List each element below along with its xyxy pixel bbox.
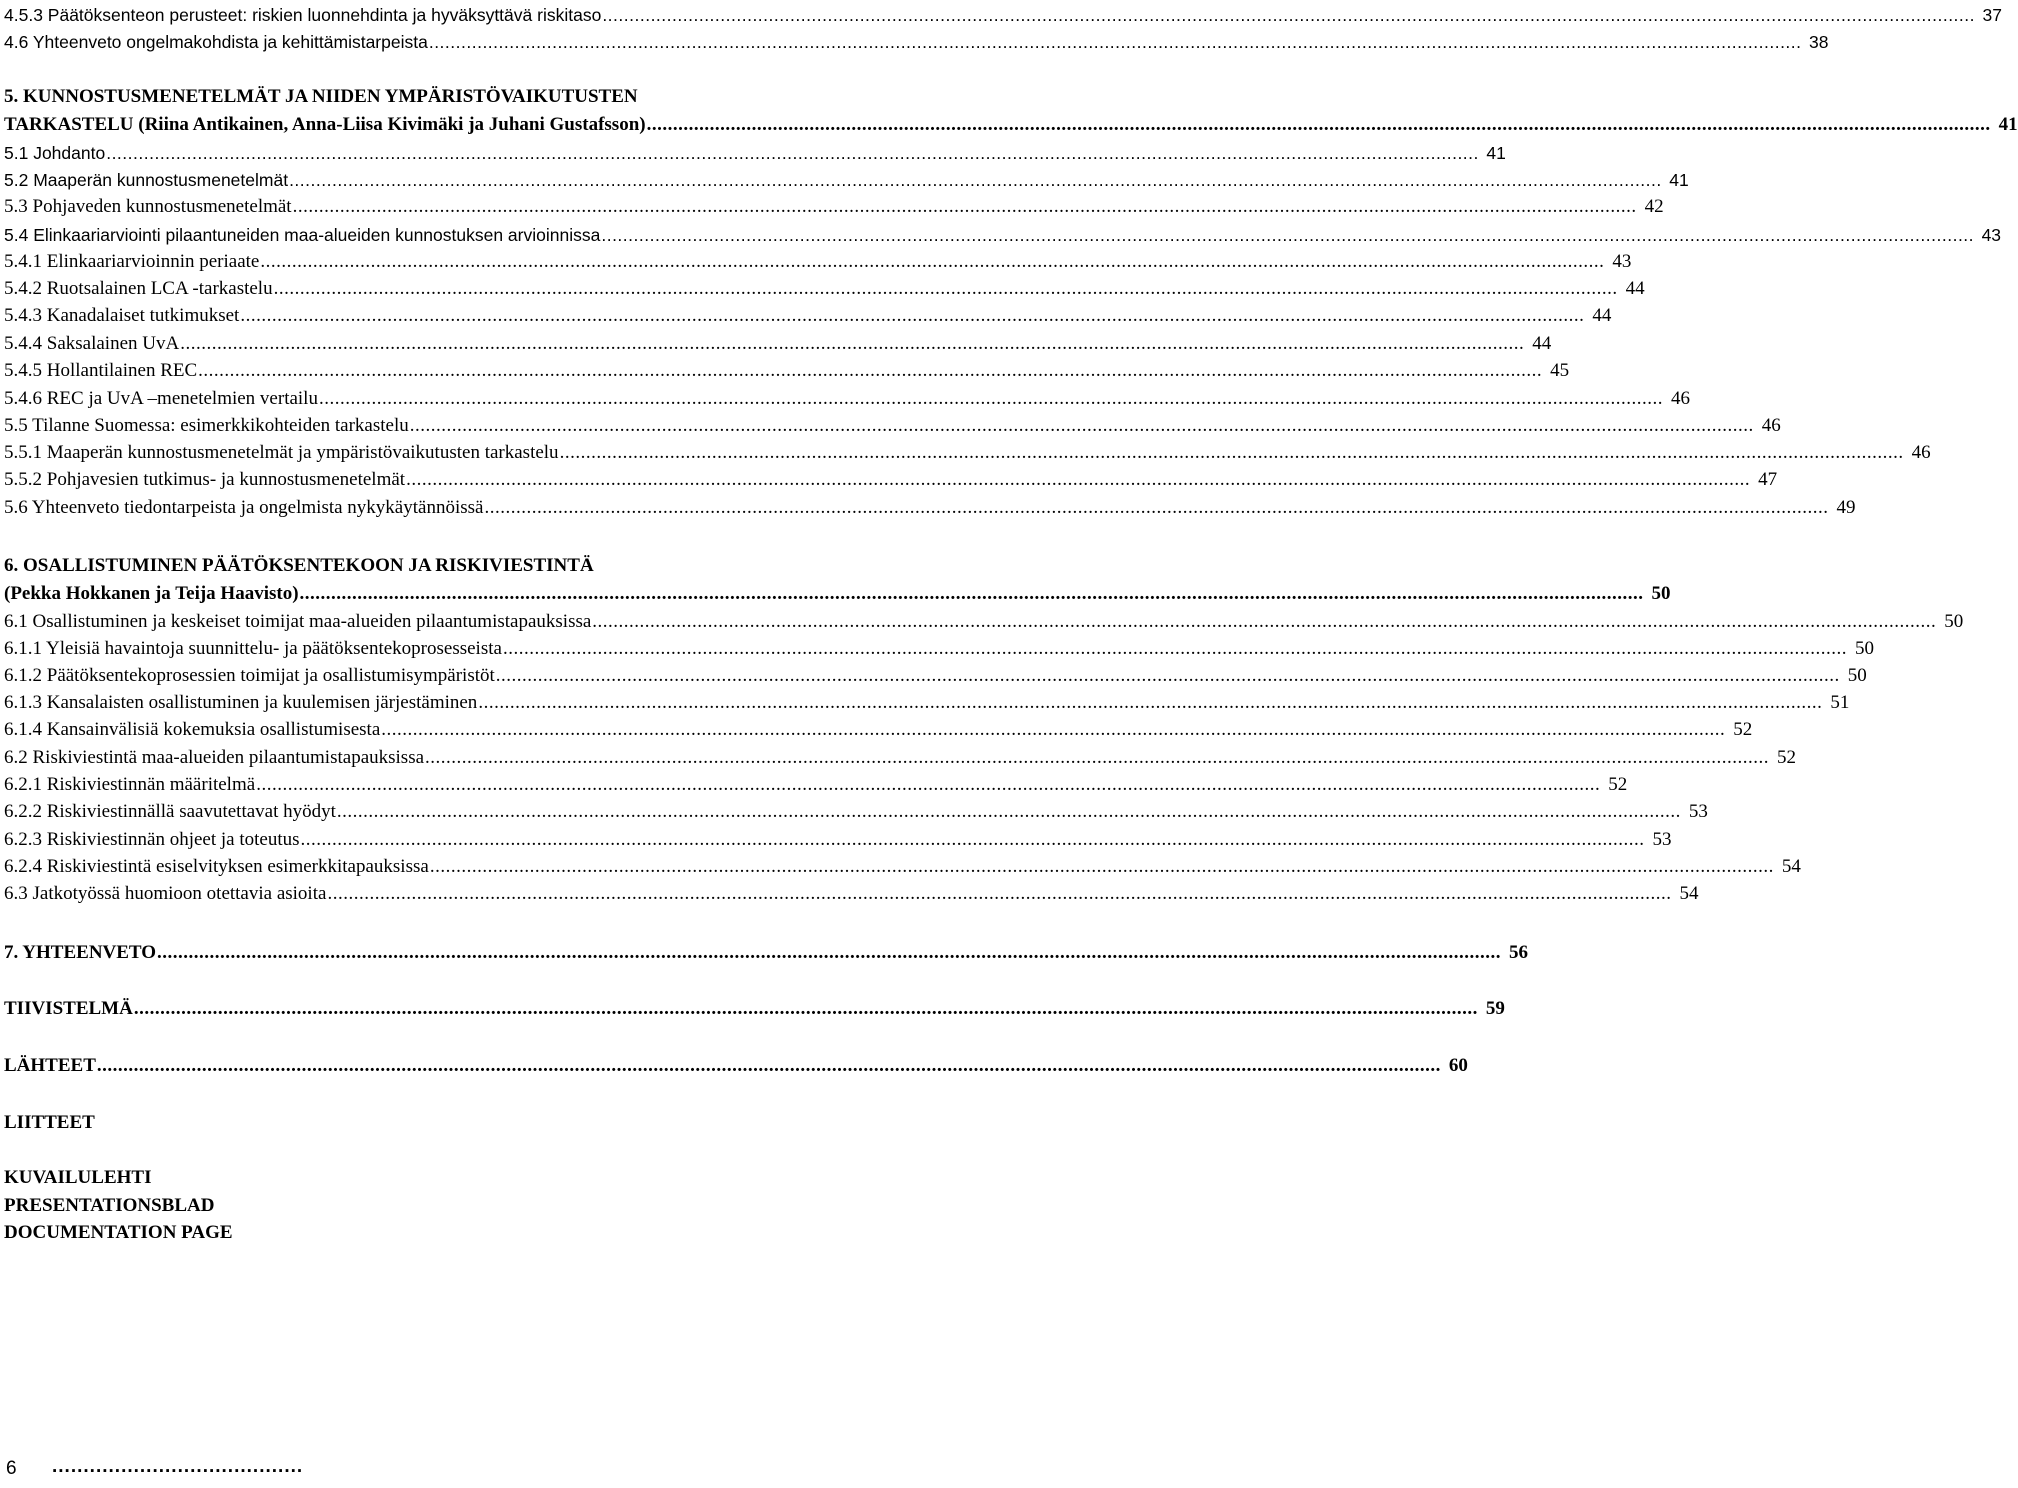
dot-leader [381, 717, 1725, 743]
toc-entry-label: 5.2 Maaperän kunnostusmenetelmät [4, 170, 289, 190]
toc-entry-page: 50 [1651, 583, 1671, 604]
toc-entry-page: 54 [1679, 883, 1699, 904]
dot-leader [410, 413, 1754, 439]
toc-entry-page: 41 [1486, 143, 1506, 163]
dot-leader [260, 249, 1604, 275]
toc-entry-page: 52 [1777, 747, 1797, 768]
toc-entry-label: 5.3 Pohjaveden kunnostusmenetelmät [4, 196, 292, 217]
toc-entry-label: 5.4 Elinkaariarviointi pilaantuneiden maa-alueiden kunnostuksen arvioinnissa [4, 225, 601, 245]
toc-entry-heading[interactable]: DOCUMENTATION PAGE [4, 1222, 233, 1243]
dot-leader [289, 167, 1662, 193]
toc-entry-page: 42 [1644, 196, 1664, 217]
toc-entry-page: 45 [1550, 360, 1570, 381]
dot-leader [592, 609, 1936, 635]
toc-entry[interactable] [4, 1053, 1468, 1079]
toc-entry-label: 5.1 Johdanto [4, 143, 106, 163]
dot-leader [484, 495, 1828, 521]
dot-leader [97, 1053, 1441, 1079]
toc-entry-label: TARKASTELU (Riina Antikainen, Anna-Liisa Kivimäki ja Juhani Gustafsson) [4, 114, 646, 135]
dot-leader [337, 799, 1681, 825]
toc-entry-label: (Pekka Hokkanen ja Teija Haavisto) [4, 583, 299, 604]
toc-entry[interactable] [4, 745, 1797, 771]
toc-entry-label: 5.5 Tilanne Suomessa: esimerkkikohteiden tarkastelu [4, 415, 409, 436]
toc-entry-label: 7. YHTEENVETO [4, 942, 157, 963]
dot-leader [647, 112, 1991, 138]
toc-entry-label: 5.5.1 Maaperän kunnostusmenetelmät ja ympäristövaikutusten tarkastelu [4, 442, 559, 463]
dot-leader [429, 29, 1802, 55]
toc-entry-page: 56 [1509, 942, 1529, 963]
toc-entry[interactable] [4, 663, 1867, 689]
toc-entry-label: 5.4.5 Hollantilainen REC [4, 360, 198, 381]
toc-entry-page: 50 [1944, 611, 1964, 632]
toc-entry-label: 6.1 Osallistuminen ja keskeiset toimijat maa-alueiden pilaantumistapauksissa [4, 611, 592, 632]
toc-entry-page: 47 [1758, 469, 1778, 490]
toc-entry-label: 5.4.2 Ruotsalainen LCA -tarkastelu [4, 278, 273, 299]
toc-entry-page: 43 [1612, 251, 1632, 272]
toc-entry-label: 6.1.3 Kansalaisten osallistuminen ja kuulemisen järjestäminen [4, 692, 478, 713]
toc-entry[interactable] [4, 690, 1850, 716]
dot-leader [300, 581, 1644, 607]
dot-leader [301, 827, 1645, 853]
dot-leader [602, 2, 1975, 28]
toc-entry-page: 46 [1911, 442, 1931, 463]
toc-entry-page: 41 [1998, 114, 2018, 135]
toc-entry-page: 44 [1532, 333, 1552, 354]
toc-entry-page: 46 [1761, 415, 1781, 436]
toc-entry-page: 51 [1830, 692, 1850, 713]
toc-entry-page: 49 [1836, 497, 1856, 518]
page-number: 6 [6, 1458, 17, 1479]
toc-entry-page: 52 [1608, 774, 1628, 795]
dot-leader [198, 358, 1542, 384]
toc-entry-page: 52 [1733, 719, 1753, 740]
dot-leader [430, 854, 1774, 880]
toc-entry[interactable] [4, 467, 1778, 493]
toc-entry-label: 6.2.2 Riskiviestinnällä saavutettavat hyödyt [4, 801, 336, 822]
dot-leader [293, 194, 1637, 220]
dot-leader [134, 996, 1478, 1022]
toc-entry[interactable] [4, 249, 1632, 275]
toc-entry[interactable] [4, 386, 1690, 412]
toc-entry-page: 37 [1982, 5, 2002, 25]
dot-leader [425, 745, 1769, 771]
toc-entry-page: 44 [1625, 278, 1645, 299]
toc-entry[interactable] [4, 772, 1628, 798]
toc-entry-label: 6.2.3 Riskiviestinnän ohjeet ja toteutus [4, 829, 300, 850]
dot-leader [503, 636, 1847, 662]
toc-entry-page: 60 [1448, 1055, 1468, 1076]
toc-entry[interactable] [4, 827, 1672, 853]
toc-entry-label: 4.6 Yhteenveto ongelmakohdista ja kehittämistarpeista [4, 32, 428, 52]
toc-entry-page: 53 [1688, 801, 1708, 822]
toc-entry-label: 4.5.3 Päätöksenteon perusteet: riskien luonnehdinta ja hyväksyttävä riskitaso [4, 5, 602, 25]
dot-leader [560, 440, 1904, 466]
toc-entry[interactable] [4, 222, 2002, 248]
dot-leader [496, 663, 1840, 689]
toc-entry[interactable] [4, 799, 1708, 825]
toc-entry-label: 5.4.4 Saksalainen UvA [4, 333, 180, 354]
toc-entry-page: 50 [1847, 665, 1867, 686]
toc-entry[interactable] [4, 167, 1689, 193]
toc-entry-label: 5.4.6 REC ja UvA –menetelmien vertailu [4, 388, 318, 409]
toc-entry[interactable] [4, 440, 1931, 466]
dot-leader [157, 940, 1501, 966]
toc-entry-label: 6.2.4 Riskiviestintä esiselvityksen esimerkkitapauksissa [4, 856, 429, 877]
toc-entry[interactable] [4, 276, 1645, 302]
toc-entry-page: 50 [1854, 638, 1874, 659]
toc-entry[interactable] [4, 609, 1964, 635]
dot-leader [601, 222, 1974, 248]
toc-entry[interactable] [4, 581, 1671, 607]
toc-entry[interactable] [4, 854, 1801, 880]
section-heading: 6. OSALLISTUMINEN PÄÄTÖKSENTEKOON JA RISKIVIESTINTÄ [4, 555, 594, 576]
dot-leader [180, 331, 1524, 357]
toc-entry-page: 41 [1669, 170, 1689, 190]
dot-leader [256, 772, 1600, 798]
toc-entry-label: 5.5.2 Pohjavesien tutkimus- ja kunnostusmenetelmät [4, 469, 406, 490]
toc-entry-label: 5.4.1 Elinkaariarvioinnin periaate [4, 251, 260, 272]
toc-entry-label: 6.1.4 Kansainvälisiä kokemuksia osallistumisesta [4, 719, 381, 740]
dot-leader [106, 140, 1479, 166]
dot-leader [240, 303, 1584, 329]
toc-entry-page: 54 [1781, 856, 1801, 877]
toc-entry[interactable] [4, 717, 1753, 743]
toc-entry[interactable] [4, 413, 1781, 439]
toc-entry-heading[interactable]: PRESENTATIONSBLAD [4, 1195, 215, 1216]
toc-entry-label: 5.6 Yhteenveto tiedontarpeista ja ongelmista nykykäytännöissä [4, 497, 484, 518]
toc-entry[interactable] [4, 140, 1506, 166]
toc-entry-page: 53 [1652, 829, 1672, 850]
toc-entry-label: 6.1.1 Yleisiä havaintoja suunnittelu- ja päätöksentekoprosesseista [4, 638, 502, 659]
toc-entry-label: 6.3 Jatkotyössä huomioon otettavia asioita [4, 883, 327, 904]
toc-entry[interactable] [4, 112, 2018, 138]
toc-entry[interactable] [4, 636, 1874, 662]
toc-entry[interactable] [4, 29, 1829, 55]
toc-entry[interactable] [4, 331, 1552, 357]
toc-entry-page: 46 [1670, 388, 1690, 409]
toc-entry-page: 44 [1592, 305, 1612, 326]
toc-entry[interactable] [4, 303, 1612, 329]
dot-leader [274, 276, 1618, 302]
toc-entry[interactable] [4, 881, 1699, 907]
toc-entry-label: 6.1.2 Päätöksentekoprosessien toimijat ja osallistumisympäristöt [4, 665, 495, 686]
dot-leader [406, 467, 1750, 493]
toc-entry[interactable] [4, 2, 2002, 28]
toc-entry-label: 5.4.3 Kanadalaiset tutkimukset [4, 305, 240, 326]
footer-dots: ........................................ [52, 1456, 304, 1477]
toc-entry[interactable] [4, 358, 1570, 384]
toc-entry-label: TIIVISTELMÄ [4, 998, 133, 1019]
dot-leader [478, 690, 1822, 716]
toc-entry-page: 43 [1981, 225, 2002, 245]
toc-entry[interactable] [4, 996, 1505, 1022]
toc-entry-page: 38 [1809, 32, 1829, 52]
toc-entry-page: 59 [1485, 998, 1505, 1019]
dot-leader [319, 386, 1663, 412]
dot-leader [327, 881, 1671, 907]
toc-entry-label: 6.2 Riskiviestintä maa-alueiden pilaantumistapauksissa [4, 747, 425, 768]
toc-entry-label: 6.2.1 Riskiviestinnän määritelmä [4, 774, 256, 795]
toc-entry-heading[interactable]: LIITTEET [4, 1112, 95, 1133]
toc-entry[interactable] [4, 940, 1529, 966]
toc-entry[interactable] [4, 194, 1664, 220]
toc-entry[interactable] [4, 495, 1856, 521]
toc-entry-label: LÄHTEET [4, 1055, 96, 1076]
toc-entry-heading[interactable]: KUVAILULEHTI [4, 1167, 152, 1188]
section-heading: 5. KUNNOSTUSMENETELMÄT JA NIIDEN YMPÄRISTÖVAIKUTUSTEN [4, 86, 638, 107]
